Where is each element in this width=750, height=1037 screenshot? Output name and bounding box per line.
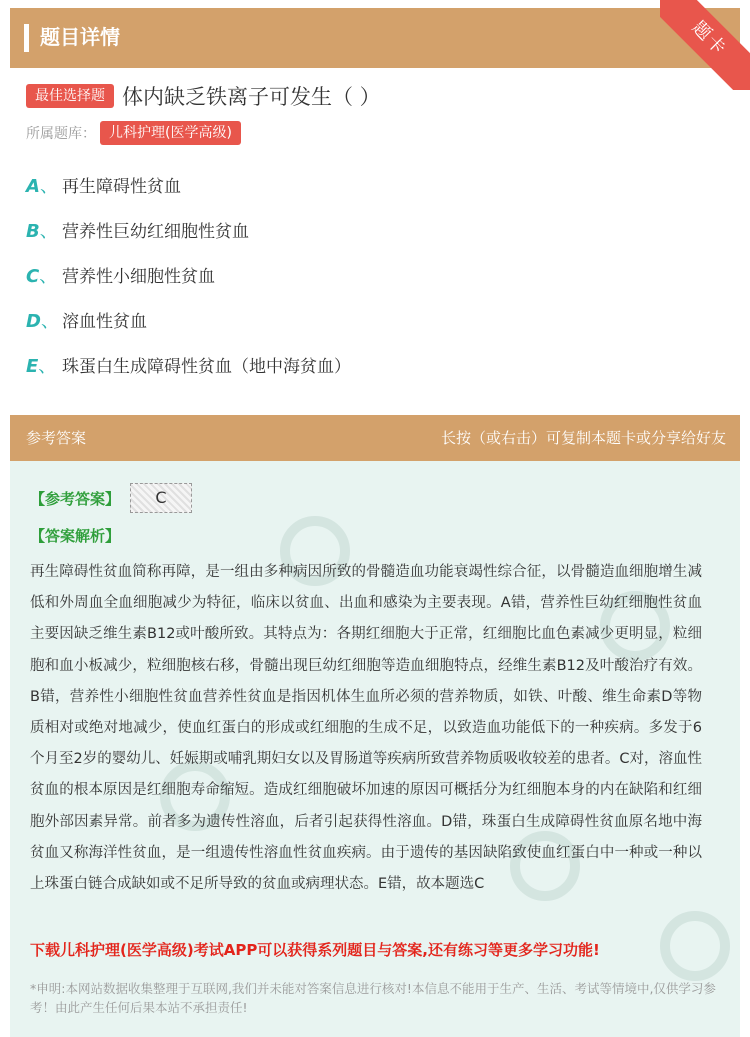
page-title: 题目详情 <box>40 25 120 49</box>
option-c[interactable] <box>26 262 726 307</box>
explanation-text: 再生障碍性贫血简称再障，是一组由多种病因所致的骨髓造血功能衰竭性综合征，以骨髓造血细胞增生减低和外周血全血细胞减少为特征，临床以贫血、出血和感染为主要表现。A错，营养性巨幼红细胞性贫血主要因缺乏维生素B12或叶酸所致。其特点为：各期红细胞大于正常，红细胞比血色素减少更明显，粒细胞和血小板减少，粒细胞核右移，骨髓出现巨幼红细胞等造血细胞特点，经维生素B12及叶酸治疗有效。B错，营养性小细胞性贫血营养性贫血是指因机体生血所必须的营养物质，如铁、叶酸、维生命素D等物质相对或绝对地减少，使血红蛋白的形成或红细胞的生成不足，以致造血功能低下的一种疾病。多发于6个月至2岁的婴幼儿、妊娠期或哺乳期妇女以及胃肠道等疾病所致营养物质吸收较差的患者。C对，溶血性贫血的根本原因是红细胞寿命缩短。造成红细胞破坏加速的原因可概括分为红细胞本身的内在缺陷和红细胞外部因素异常。前者多为遗传性溶血，后者引起获得性溶血。D错，珠蛋白生成障碍性贫血原名地中海贫血又称海洋性贫血，是一组遗传性溶血性贫血疾病。由于遗传的基因缺陷致使血红蛋白中一种或一种以上珠蛋白链合成缺如或不足所导致的贫血或病理状态。E错，故本题选C <box>30 564 702 893</box>
question-text: 体内缺乏铁离子可发生（ ） <box>122 85 381 109</box>
option-letter: D、 <box>26 311 59 332</box>
answer-section-header <box>10 415 740 461</box>
explanation-label: 【答案解析】 <box>30 527 121 545</box>
bank-label: 所属题库： <box>26 126 96 142</box>
option-letter: B、 <box>26 221 58 242</box>
share-hint: 长按（或右击）可复制本题卡或分享给好友 <box>440 429 726 447</box>
question-bank-row <box>26 120 241 146</box>
question-type-badge: 最佳选择题 <box>26 84 114 108</box>
option-text: 珠蛋白生成障碍性贫血（地中海贫血） <box>62 357 351 377</box>
answer-line <box>30 483 192 513</box>
option-text: 营养性小细胞性贫血 <box>62 267 215 287</box>
option-d[interactable] <box>26 307 726 352</box>
options-list <box>26 172 726 397</box>
question-row <box>26 80 726 112</box>
option-text: 营养性巨幼红细胞性贫血 <box>62 222 249 242</box>
app-promo-link[interactable]: 下载儿科护理(医学高级)考试APP可以获得系列题目与答案,还有练习等更多学习功能! <box>30 941 600 959</box>
option-letter: C、 <box>26 266 58 287</box>
answer-label: 【参考答案】 <box>30 489 121 508</box>
answer-section-title: 参考答案 <box>26 429 87 447</box>
option-text: 再生障碍性贫血 <box>62 177 181 197</box>
ribbon-label: 题卡 <box>660 0 750 90</box>
disclaimer-text: *申明:本网站数据收集整理于互联网,我们并未能对答案信息进行核对!本信息不能用于生产、生活、考试等情境中,仅供学习参考！由此产生任何后果本站不承担责任! <box>30 981 716 1015</box>
answer-body <box>10 461 740 1037</box>
option-letter: E、 <box>26 356 57 377</box>
corner-ribbon <box>660 0 750 90</box>
option-letter: A、 <box>26 176 58 197</box>
header-bar <box>10 8 740 68</box>
option-e[interactable] <box>26 352 726 397</box>
bank-tag-link[interactable]: 儿科护理(医学高级) <box>100 121 241 145</box>
header-accent-bar <box>24 24 29 52</box>
answer-value-image: C <box>130 483 192 513</box>
option-text: 溶血性贫血 <box>62 312 147 332</box>
option-a[interactable] <box>26 172 726 217</box>
option-b[interactable] <box>26 217 726 262</box>
